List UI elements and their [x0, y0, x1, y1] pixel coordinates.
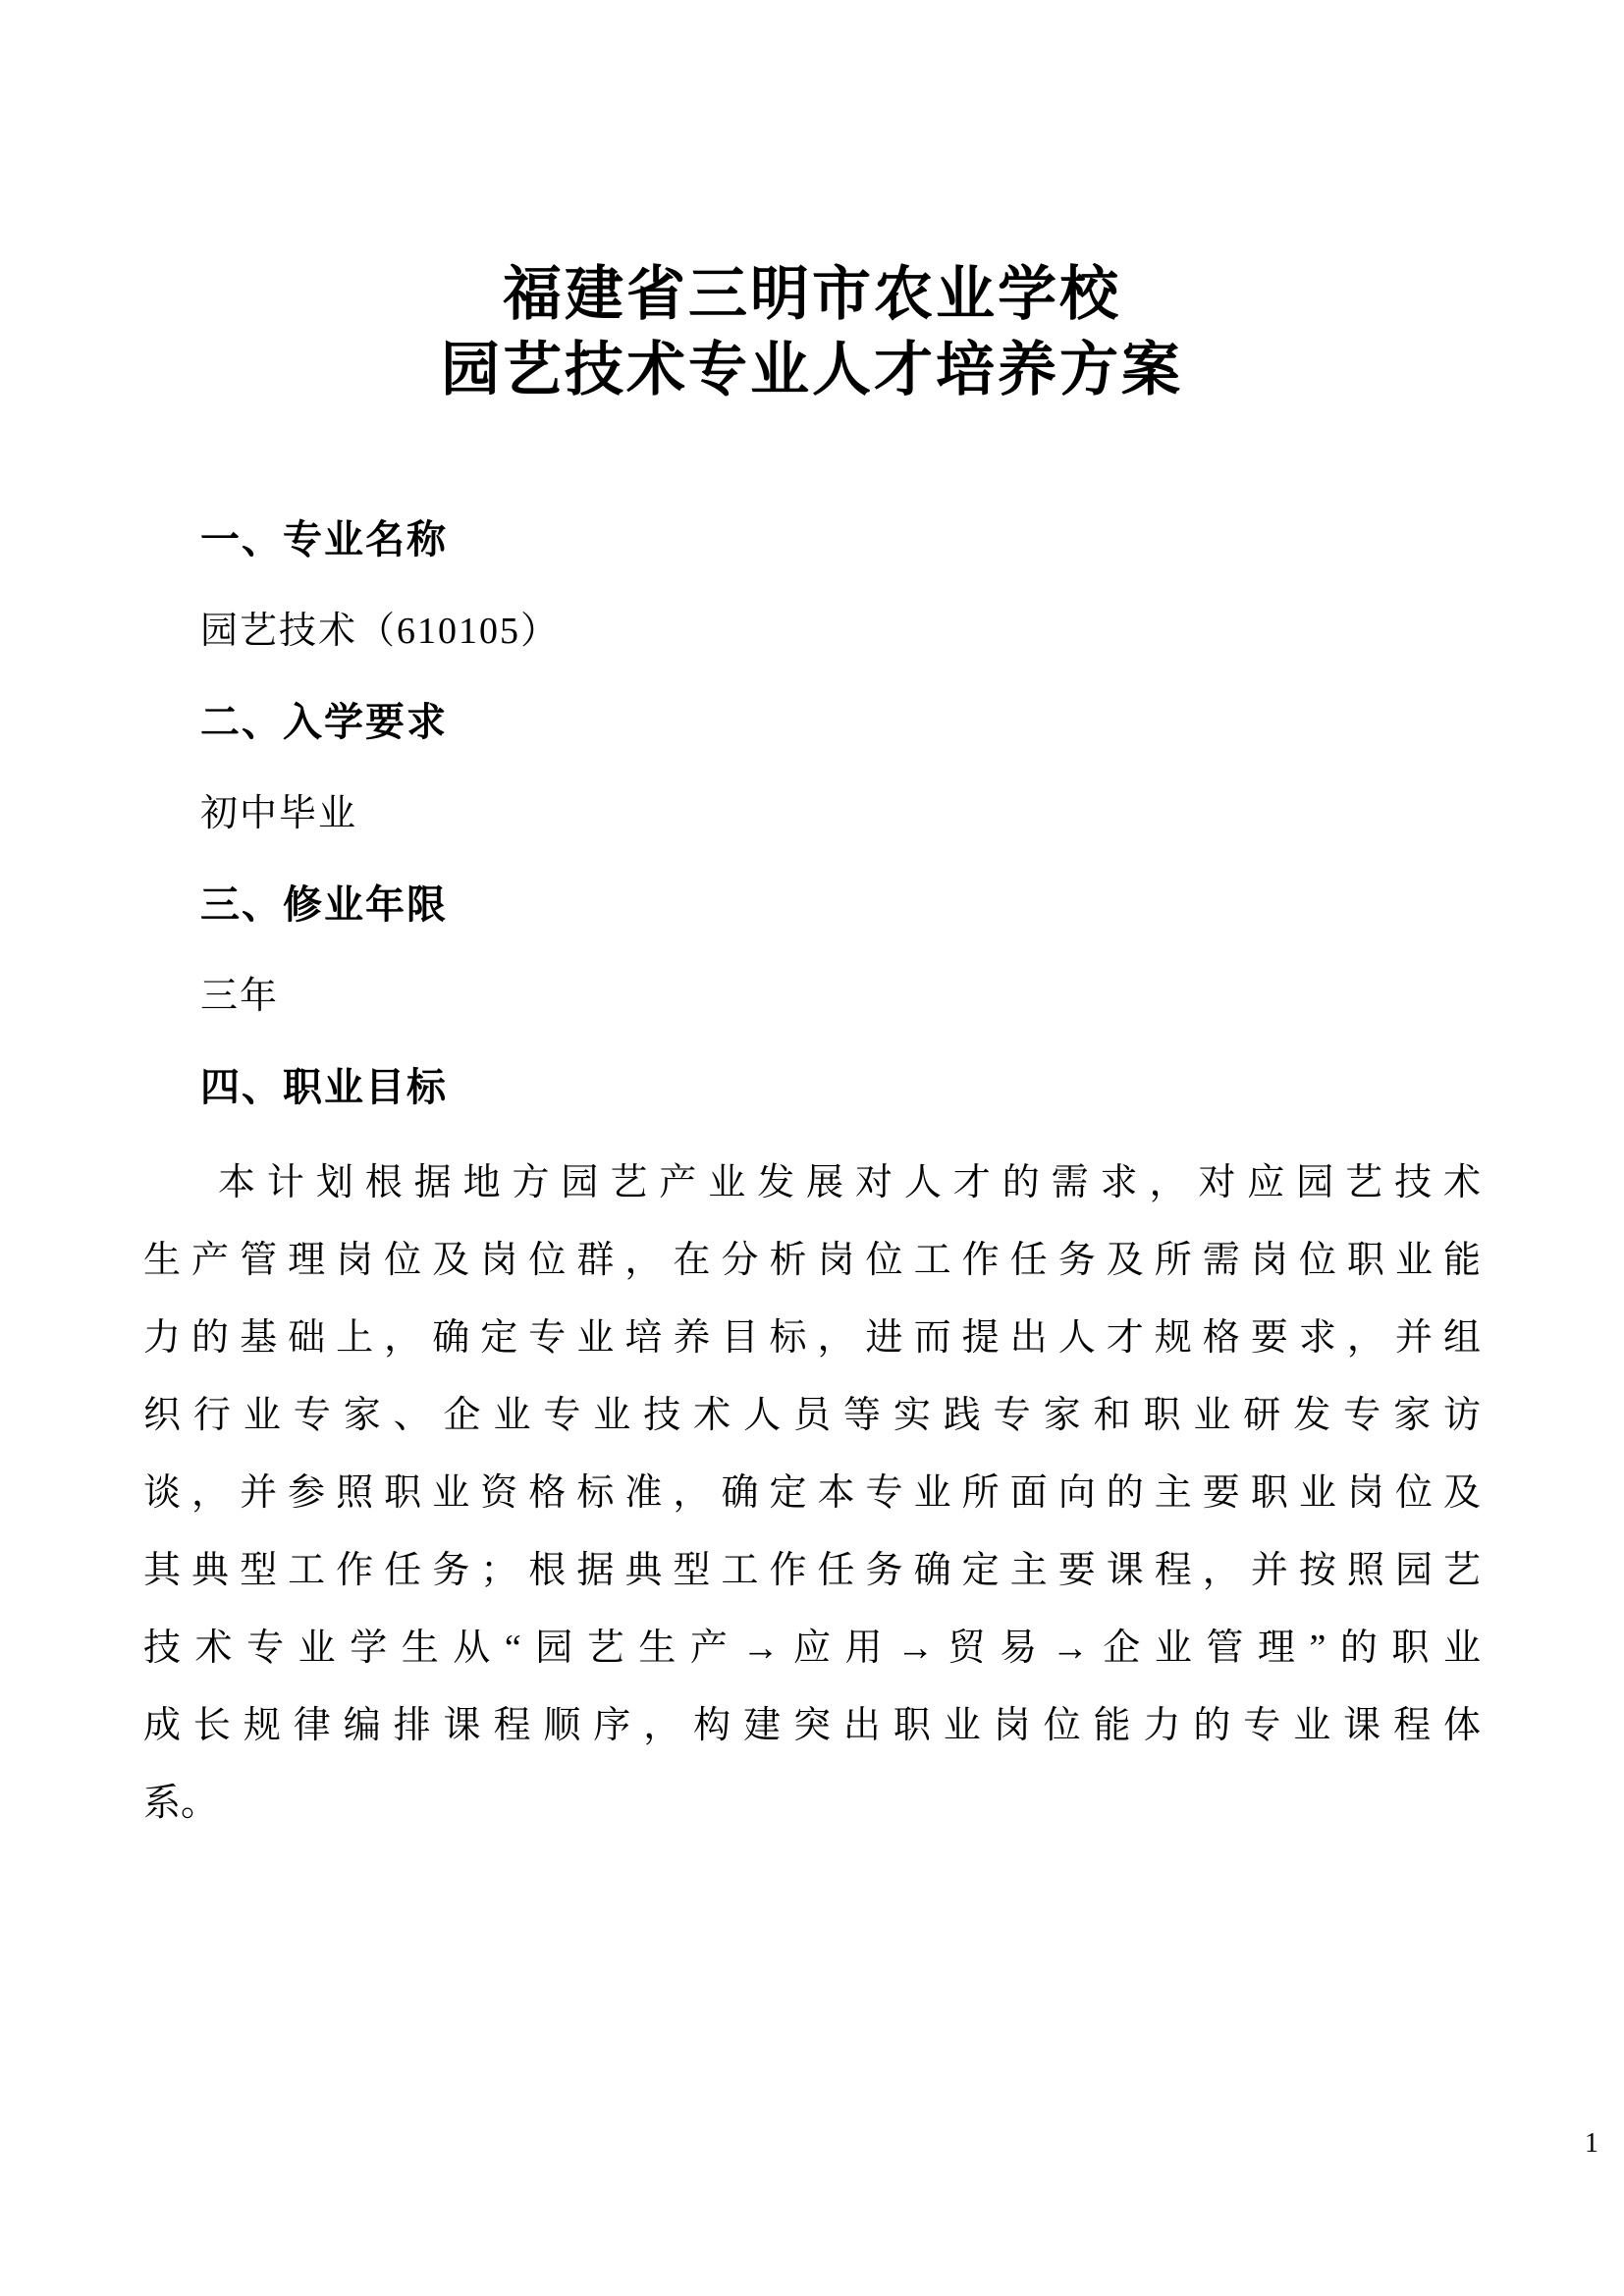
sections: [143, 518, 1481, 1109]
paragraph-line: 力的基础上，确定专业培养目标，进而提出人才规格要求，并组: [143, 1317, 1481, 1359]
section-heading-career-objective: 四、职业目标: [200, 1066, 448, 1109]
section-heading-major-name: 一、专业名称: [200, 518, 448, 561]
section-heading-entry-requirement: 二、入学要求: [200, 701, 448, 744]
section-heading-study-duration: 三、修业年限: [200, 883, 448, 927]
section-body-study-duration: 三年: [200, 976, 280, 1017]
paragraph-line: 谈，并参照职业资格标准，确定本专业所面向的主要职业岗位及: [143, 1472, 1481, 1514]
document-title: [143, 257, 1481, 408]
paragraph-line: 织行业专家、企业专业技术人员等实践专家和职业研发专家访: [143, 1395, 1481, 1436]
career-objective-paragraph: [143, 1145, 1481, 1842]
document-title-line1: 福建省三明市农业学校: [503, 262, 1121, 327]
paragraph-line: 其典型工作任务；根据典型工作任务确定主要课程，并按照园艺: [143, 1550, 1481, 1591]
paragraph-line: 本计划根据地方园艺产业发展对人才的需求，对应园艺技术: [218, 1162, 1481, 1203]
paragraph-line: 系。: [143, 1783, 219, 1824]
section-body-major-name: 园艺技术（610105）: [200, 611, 561, 652]
document-title-line2: 园艺技术专业人才培养方案: [441, 338, 1183, 402]
paragraph-line: 生产管理岗位及岗位群，在分析岗位工作任务及所需岗位职业能: [143, 1240, 1481, 1281]
paragraph-line: 成长规律编排课程顺序，构建突出职业岗位能力的专业课程体: [143, 1705, 1481, 1746]
paragraph-line: 技术专业学生从“园艺生产→应用→贸易→企业管理”的职业: [143, 1628, 1481, 1669]
section-body-entry-requirement: 初中毕业: [200, 793, 358, 834]
page-number: 1: [1585, 2128, 1598, 2159]
